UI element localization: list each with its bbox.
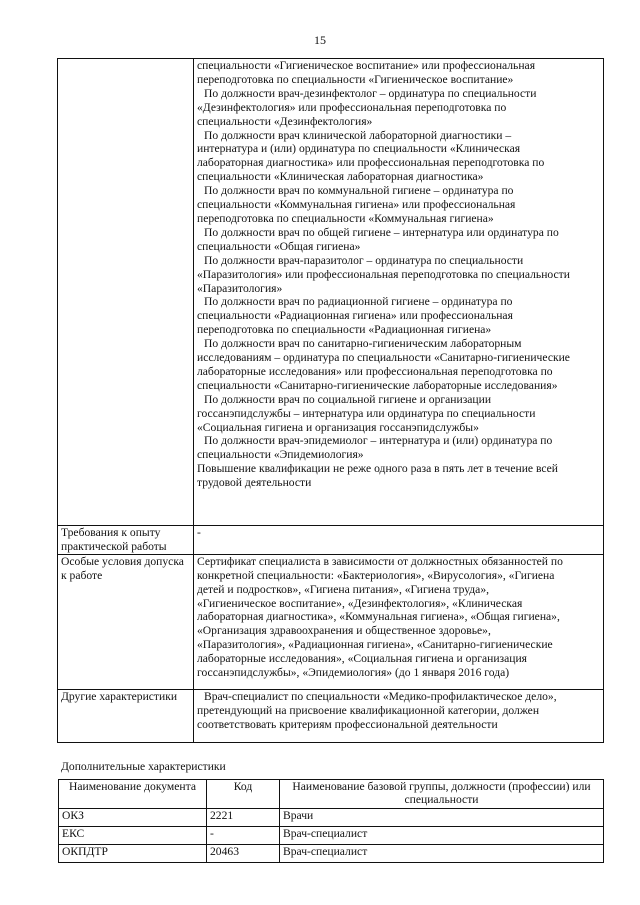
table-row [58, 526, 604, 555]
text-line: детей и подростков», «Гигиена питания», «Гигиена труда», [197, 582, 490, 596]
text-line: лабораторные исследования» или профессиональная переподготовка по [197, 364, 553, 378]
document-name-cell: ОКПДТР [59, 845, 207, 863]
additional-characteristics-title: Дополнительные характеристики [61, 760, 226, 773]
header-code: Код [207, 780, 280, 809]
text-line: переподготовка по специальности «Коммунальная гигиена» [197, 211, 494, 225]
text-line: лабораторная диагностика», «Коммунальная гигиена», «Общая гигиена», [197, 610, 560, 624]
row-content [194, 554, 604, 689]
text-line: По должности врач-эпидемиолог – интернатура и (или) ординатура по [204, 434, 553, 448]
header-document-name: Наименование документа [59, 780, 207, 809]
text-line: лабораторная диагностика» или профессиональная переподготовка по [197, 156, 545, 170]
text-line: «Гигиеническое воспитание», «Дезинфектология», «Клиническая [197, 596, 523, 610]
text-line: «Паразитология», «Радиационная гигиена», «Санитарно-гигиенические [197, 638, 553, 652]
text-line: специальности «Санитарно-гигиенические лабораторные исследования» [197, 378, 558, 392]
table-row [59, 845, 604, 863]
group-name-cell: Врач-специалист [280, 827, 604, 845]
text-line: Повышение квалификации не реже одного раза в пять лет в течение всей [197, 462, 558, 476]
table-row [58, 689, 604, 742]
row-content [194, 689, 604, 742]
text-line: По должности врач по социальной гигиене и организации [204, 392, 492, 406]
text-line: специальности «Гигиеническое воспитание» или профессиональная [197, 59, 536, 72]
text-line: По должности врач по санитарно-гигиеническим лабораторным [204, 337, 522, 351]
text-line: специальности «Клиническая лабораторная диагностика» [197, 170, 484, 184]
text-line: специальности «Коммунальная гигиена» или профессиональная [197, 198, 516, 212]
group-name-cell: Врачи [280, 809, 604, 827]
table-row [59, 827, 604, 845]
text-line: лабораторные исследования», «Социальная гигиена и организация [197, 652, 528, 666]
text-line: Сертификат специалиста в зависимости от должностных обязанностей по [197, 554, 563, 568]
text-line: переподготовка по специальности «Гигиеническое воспитание» [197, 72, 514, 86]
qualification-requirements-table [57, 58, 604, 743]
group-name-cell: Врач-специалист [280, 845, 604, 863]
row-label [58, 59, 194, 526]
text-line: интернатура и (или) ординатура по специальности «Клиническая [197, 142, 521, 156]
page-number: 15 [314, 33, 326, 47]
text-line: Врач-специалист по специальности «Медико-профилактическое дело», [204, 689, 557, 703]
table-row [59, 809, 604, 827]
text-line: - [197, 526, 201, 539]
row-label: Требования к опыту практической работы [58, 526, 194, 555]
text-line: По должности врач-паразитолог – ординатура по специальности [204, 253, 524, 267]
text-line: специальности «Радиационная гигиена» или профессиональная [197, 309, 513, 323]
text-line: госсанэпидслужбы – интернатура или ординатура по специальности [197, 406, 536, 420]
text-line: исследованиям – ординатура по специальности «Санитарно-гигиенические [197, 351, 570, 365]
table-row [58, 59, 604, 526]
text-line: По должности врач клинической лабораторной диагностики – [204, 128, 512, 142]
code-cell: 20463 [207, 845, 280, 863]
text-line: госсанэпидслужбы», «Эпидемиология» (до 1 января 2016 года) [197, 666, 510, 680]
text-line: специальности «Общая гигиена» [197, 239, 361, 253]
text-line: специальности «Дезинфектология» [197, 114, 373, 128]
code-cell: 2221 [207, 809, 280, 827]
text-line: «Паразитология» [197, 281, 283, 295]
row-label: Особые условия допуска к работе [58, 554, 194, 689]
text-line: «Социальная гигиена и организация госсанэпидслужбы» [197, 420, 479, 434]
text-line: претендующий на присвоение квалификационной категории, должен [197, 703, 540, 717]
table-header-row [59, 780, 604, 809]
row-content [194, 59, 604, 526]
text-line: По должности врач по коммунальной гигиене – ординатура по [204, 184, 514, 198]
text-line: По должности врач по общей гигиене – интернатура или ординатура по [204, 225, 559, 239]
row-label: Другие характеристики [58, 689, 194, 742]
additional-characteristics-table [58, 779, 604, 863]
text-line: По должности врач по радиационной гигиене – ординатура по [204, 295, 513, 309]
text-line: «Дезинфектология» или профессиональная переподготовка по [197, 100, 507, 114]
text-line: «Организация здравоохранения и общественное здоровье», [197, 624, 491, 638]
text-line: трудовой деятельности [197, 476, 312, 490]
document-name-cell: ОКЗ [59, 809, 207, 827]
text-line: По должности врач-дезинфектолог – ординатура по специальности [204, 86, 537, 100]
text-line: переподготовка по специальности «Радиационная гигиена» [197, 323, 492, 337]
header-group-name: Наименование базовой группы, должности (профессии) или специальности [280, 780, 604, 809]
document-name-cell: ЕКС [59, 827, 207, 845]
code-cell: - [207, 827, 280, 845]
text-line: специальности «Эпидемиология» [197, 448, 364, 462]
table-row [58, 554, 604, 689]
text-line: «Паразитология» или профессиональная переподготовка по специальности [197, 267, 570, 281]
text-line: конкретной специальности: «Бактериология», «Вирусология», «Гигиена [197, 568, 555, 582]
text-line: соответствовать критериям профессиональной деятельности [197, 717, 498, 731]
row-content [194, 526, 604, 555]
